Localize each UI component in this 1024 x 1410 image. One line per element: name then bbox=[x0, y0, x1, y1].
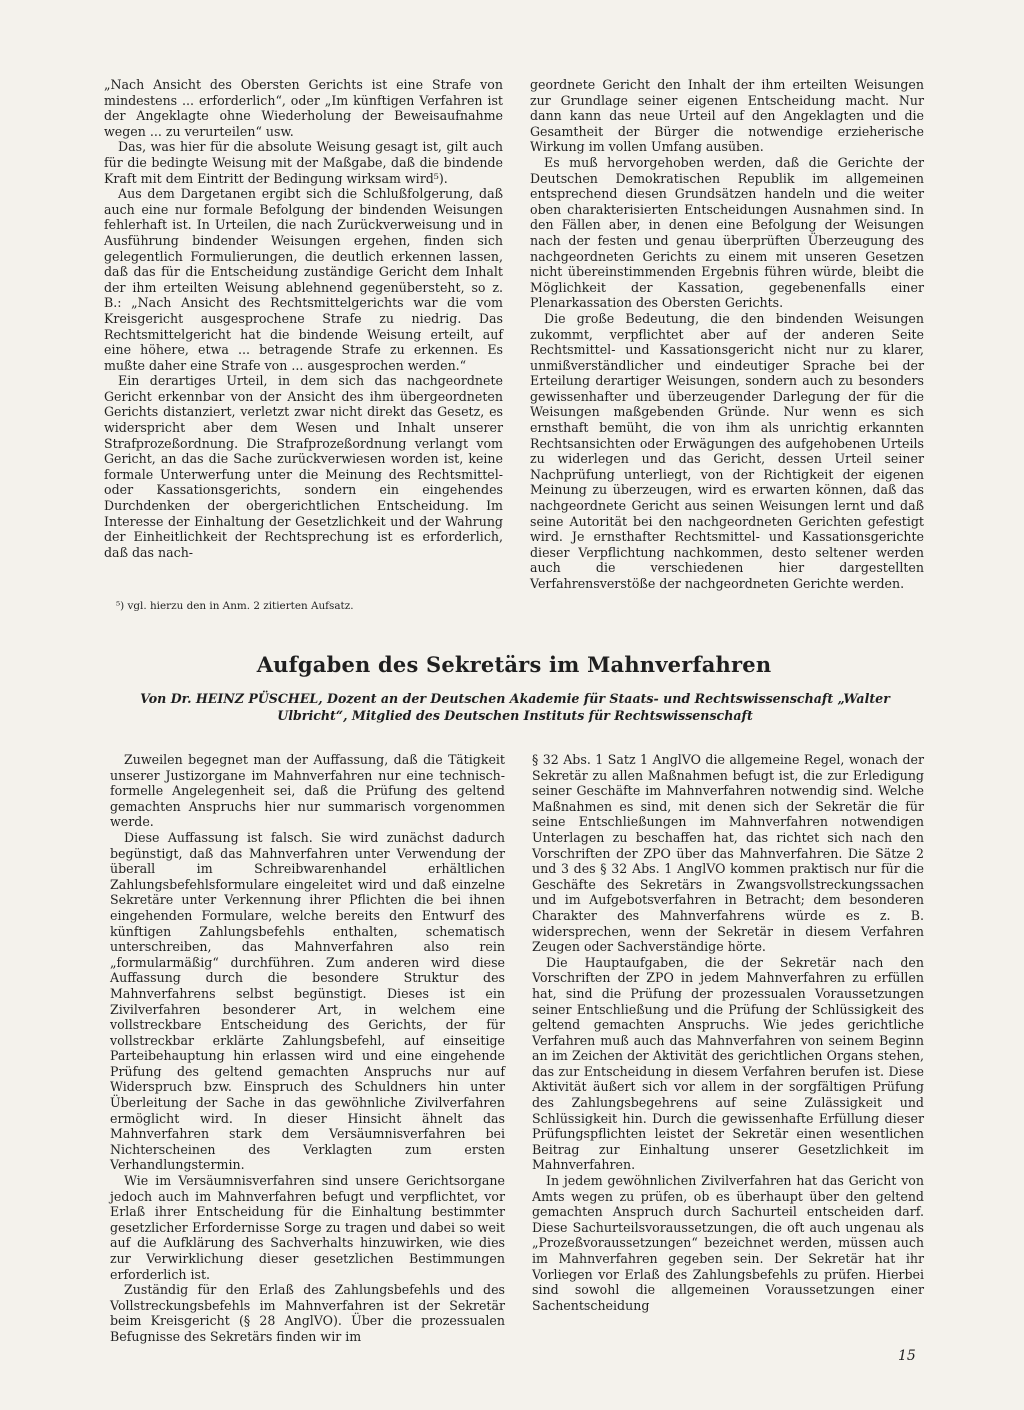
paragraph: Ein derartiges Urteil, in dem sich das nachgeordnete Gericht erkennbar von der Ansicht des ihm übergeordneten Gerichts distanziert, verletzt zwar nicht direkt das Gesetz, es widerspricht aber dem Wesen und Inhalt unserer Strafprozeßordnung. Die Strafprozeßordnung verlangt vom Gericht, an das die Sache zurückverwiesen worden ist, keine formale Unterwerfung unter die Meinung des Rechtsmittel- oder Kassationsgerichts, sondern ein eingehendes Durchdenken der obergerichtlichen Entscheidung. Im Interesse der Einhaltung der Gesetzlichkeit und der Wahrung der Einheitlichkeit der Rechtsprechung ist es erforderlich, daß das nach- bbox=[104, 373, 503, 560]
paragraph: Zuweilen begegnet man der Auffassung, daß die Tätigkeit unserer Justizorgane im Mahnverfahren nur eine technisch-formelle Angelegenheit sei, daß die Prüfung des geltend gemachten Anspruchs hier nur summarisch vorgenommen werde. bbox=[110, 752, 505, 830]
paragraph: Diese Auffassung ist falsch. Sie wird zunächst dadurch begünstigt, daß das Mahnverfahren unter Verwendung der überall im Schreibwarenhandel erhältlichen Zahlungsbefehlsformulare eingeleitet wird und daß einzelne Sekretäre unter Verkennung ihrer Pflichten die bei ihnen eingehenden Formulare, welche bereits den Entwurf des künftigen Zahlungsbefehls enthalten, schematisch unterschreiben, das Mahnverfahren also rein „formularmäßig“ durchführen. Zum anderen wird diese Auffassung durch die besondere Struktur des Mahnverfahrens selbst begünstigt. Dieses ist ein Zivilverfahren besonderer Art, in welchem eine vollstreckbare Entscheidung des Gerichts, der für vollstreckbar erklärte Zahlungsbefehl, auf einseitige Parteibehauptung hin erlassen wird und eine eingehende Prüfung des geltend gemachten Anspruchs nur auf Widerspruch bzw. Einspruch des Schuldners hin unter Überleitung der Sache in das gewöhnliche Zivilverfahren ermöglicht wird. In dieser Hinsicht ähnelt das Mahnverfahren stark dem Versäumnisverfahren bei Nichterscheinen des Verklagten zum ersten Verhandlungstermin. bbox=[110, 829, 505, 1173]
paragraph: „Nach Ansicht des Obersten Gerichts ist eine Strafe von mindestens ... erforderlich“, oder „Im künftigen Verfahren ist der Angeklagte ohne Wiederholung der Beweisaufnahme wegen ... zu verurteilen“ usw. bbox=[104, 77, 503, 139]
column-bottom-left bbox=[110, 752, 505, 1345]
paragraph: § 32 Abs. 1 Satz 1 AnglVO die allgemeine Regel, wonach der Sekretär zu allen Maßnahmen befugt ist, die zur Erledigung seiner Geschäfte im Mahnverfahren notwendig sind. Welche Maßnahmen es sind, mit denen sich der Sekretär die für seine Entschließungen im Mahnverfahren notwendigen Unterlagen zu beschaffen hat, das richtet sich nach den Vorschriften der ZPO über das Mahnverfahren. Die Sätze 2 und 3 des § 32 Abs. 1 AnglVO kommen praktisch nur für die Geschäfte des Sekretärs in Zwangsvollstreckungssachen und im Aufgebotsverfahren in Betracht; dem besonderen Charakter des Mahnverfahrens würde es z. B. widersprechen, wenn der Sekretär in diesem Verfahren Zeugen oder Sachverständige hörte. bbox=[532, 752, 924, 955]
column-bottom-right bbox=[532, 752, 924, 1313]
paragraph: Es muß hervorgehoben werden, daß die Gerichte der Deutschen Demokratischen Republik im allgemeinen entsprechend diesen Grundsätzen handeln und die weiter oben charakterisierten Entscheidungen Ausnahmen sind. In den Fällen aber, in denen eine Befolgung der Weisungen nach der festen und genau überprüften Überzeugung des nachgeordneten Gerichts zu einem mit unseren Gesetzen nicht übereinstimmenden Ergebnis führen würde, bleibt die Möglichkeit der Kassation, gegebenenfalls einer Plenarkassation des Obersten Gerichts. bbox=[530, 154, 924, 311]
paragraph: geordnete Gericht den Inhalt der ihm erteilten Weisungen zur Grundlage seiner eigenen Entscheidung macht. Nur dann kann das neue Urteil auf den Angeklagten und die Gesamtheit der Bürger die notwendige erzieherische Wirkung im vollen Umfang ausüben. bbox=[530, 77, 924, 155]
article-title: Aufgaben des Sekretärs im Mahnverfahren bbox=[256, 652, 772, 677]
column-top-right bbox=[530, 77, 924, 592]
column-top-left bbox=[104, 77, 503, 560]
paragraph: Zuständig für den Erlaß des Zahlungsbefehls und des Vollstreckungsbefehls im Mahnverfahren ist der Sekretär beim Kreisgericht (§ 28 AnglVO). Über die prozessualen Befugnisse des Sekretärs finden wir im bbox=[110, 1282, 505, 1344]
paragraph: In jedem gewöhnlichen Zivilverfahren hat das Gericht von Amts wegen zu prüfen, ob es überhaupt über den geltend gemachten Anspruch durch Sachurteil entscheiden darf. Diese Sachurteilsvoraussetzungen, die oft auch ungenau als „Prozeßvoraussetzungen“ bezeichnet werden, müssen auch im Mahnverfahren gegeben sein. Der Sekretär hat ihr Vorliegen vor Erlaß des Zahlungsbefehls zu prüfen. Hierbei sind sowohl die allgemeinen Voraussetzungen einer Sachentscheidung bbox=[532, 1173, 924, 1313]
page-number: 15 bbox=[898, 1348, 916, 1364]
article-byline: Von Dr. HEINZ PÜSCHEL, Dozent an der Deutschen Akademie für Staats- und Rechtswissenschaft „Walter Ulbricht“, Mitglied des Deutschen Instituts für Rechtswissenschaft bbox=[140, 691, 890, 723]
paragraph: Wie im Versäumnisverfahren sind unsere Gerichtsorgane jedoch auch im Mahnverfahren befugt und verpflichtet, vor Erlaß ihrer Entscheidung für die Einhaltung bestimmter gesetzlicher Erfordernisse Sorge zu tragen und dabei so weit auf die Aufklärung des Sachverhalts hinzuwirken, wie dies zur Verwirklichung dieser gesetzlichen Bestimmungen erforderlich ist. bbox=[110, 1173, 505, 1282]
paragraph: Das, was hier für die absolute Weisung gesagt ist, gilt auch für die bedingte Weisung mit der Maßgabe, daß die bindende Kraft mit dem Eintritt der Bedingung wirksam wird⁵). bbox=[104, 139, 503, 186]
footnote: ⁵) vgl. hierzu den in Anm. 2 zitierten Aufsatz. bbox=[116, 600, 354, 612]
paragraph: Die Hauptaufgaben, die der Sekretär nach den Vorschriften der ZPO in jedem Mahnverfahren zu erfüllen hat, sind die Prüfung der prozessualen Voraussetzungen seiner Entschließung und die Prüfung der Schlüssigkeit des geltend gemachten Anspruchs. Wie jedes gerichtliche Verfahren muß auch das Mahnverfahren von seinem Beginn an im Zeichen der Aktivität des gerichtlichen Organs stehen, das zur Entscheidung in diesem Verfahren berufen ist. Diese Aktivität äußert sich vor allem in der sorgfältigen Prüfung des Zahlungsbegehrens auf seine Zulässigkeit und Schlüssigkeit hin. Durch die gewissenhafte Erfüllung dieser Prüfungspflichten leistet der Sekretär einen wesentlichen Beitrag zur Einhaltung unserer Gesetzlichkeit im Mahnverfahren. bbox=[532, 954, 924, 1173]
paragraph: Aus dem Dargetanen ergibt sich die Schlußfolgerung, daß auch eine nur formale Befolgung der bindenden Weisungen fehlerhaft ist. In Urteilen, die nach Zurückverweisung und in Ausführung bindender Weisungen ergehen, finden sich gelegentlich Formulierungen, die deutlich erkennen lassen, daß das für die Entscheidung zuständige Gericht dem Inhalt der ihm erteilten Weisung ablehnend gegenübersteht, so z. B.: „Nach Ansicht des Rechtsmittelgerichts war die vom Kreisgericht ausgesprochene Strafe zu niedrig. Das Rechtsmittelgericht hat die bindende Weisung erteilt, auf eine höhere, etwa ... betragende Strafe zu erkennen. Es mußte daher eine Strafe von ... ausgesprochen werden.“ bbox=[104, 186, 503, 373]
paragraph: Die große Bedeutung, die den bindenden Weisungen zukommt, verpflichtet aber auf der anderen Seite Rechtsmittel- und Kassationsgericht nicht nur zu klarer, unmißverständlicher und eindeutiger Sprache bei der Erteilung derartiger Weisungen, sondern auch zu besonders gewissenhafter und überzeugender Darlegung der für die Weisungen maßgebenden Gründe. Nur wenn es sich ernsthaft bemüht, die von ihm als unrichtig erkannten Rechtsansichten oder Erwägungen des aufgehobenen Urteils zu widerlegen und das Gericht, dessen Urteil seiner Nachprüfung unterliegt, von der Richtigkeit der eigenen Meinung zu überzeugen, wird es erwarten können, daß das nachgeordnete Gericht aus seinen Weisungen lernt und daß seine Autorität bei den nachgeordneten Gerichten gefestigt wird. Je ernsthafter Rechtsmittel- und Kassationsgerichte dieser Verpflichtung nachkommen, desto seltener werden auch die verschiedenen hier dargestellten Verfahrensverstöße der nachgeordneten Gerichte werden. bbox=[530, 310, 924, 591]
